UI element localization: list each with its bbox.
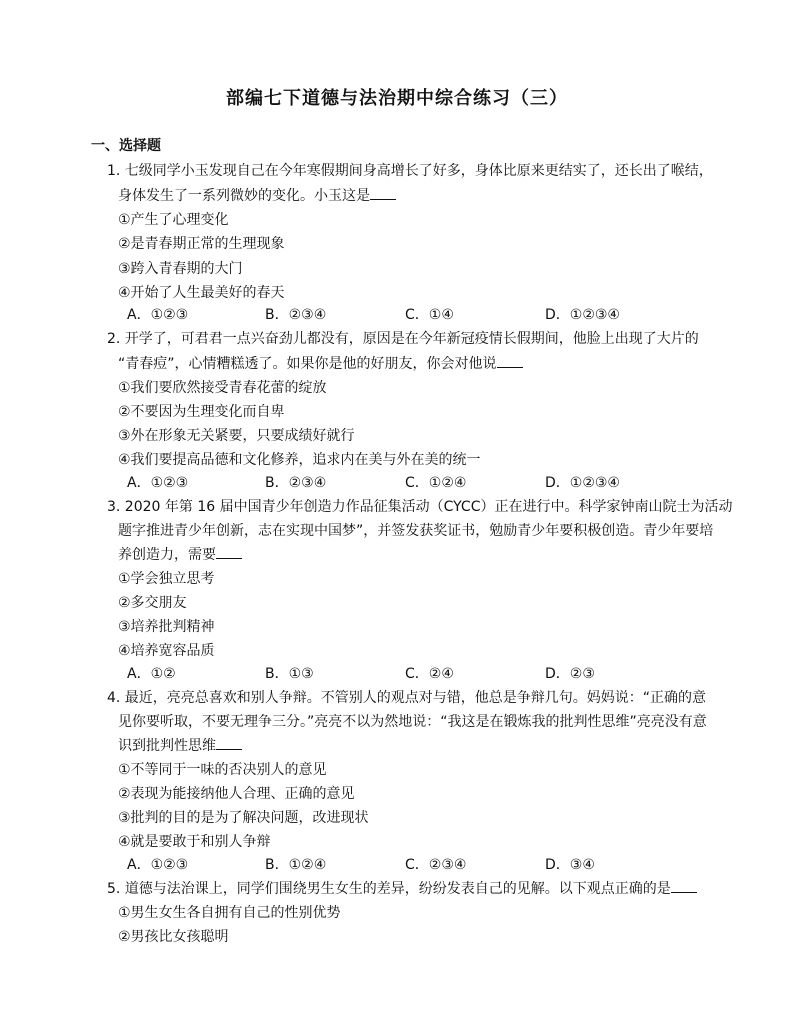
section-heading: 一、选择题 (91, 138, 161, 154)
option-c: C．②③④ (405, 857, 467, 873)
statement: ①我们要欣然接受青春花蕾的绽放 (118, 380, 327, 396)
question-4-line-2: 见你要听取，不要无理争三分。”亮亮不以为然地说：“我这是在锻炼我的批判性思维”亮亮没有意 (118, 714, 707, 730)
statement: ④开始了人生最美好的春天 (118, 285, 285, 301)
option-a: A．①②③ (127, 475, 189, 491)
option-b: B．①③ (265, 666, 314, 682)
option-c: C．②④ (405, 666, 454, 682)
question-2-line-1: 2. 开学了，可君君一点兴奋劲儿都没有，原因是在今年新冠疫情长假期间，他脸上出现了大片的 (107, 331, 699, 347)
answer-blank (671, 880, 697, 893)
option-b: B．②③④ (265, 475, 327, 491)
option-a: A．①②③ (127, 307, 189, 323)
statement: ①产生了心理变化 (118, 212, 229, 228)
statement: ②是青春期正常的生理现象 (118, 236, 285, 252)
statement: ①学会独立思考 (118, 571, 215, 587)
statement: ②表现为能接纳他人合理、正确的意见 (118, 786, 355, 802)
question-3-line-2: 题字推进青少年创新，志在实现中国梦”，并签发获奖证书，勉励青少年要积极创造。青少年要培 (118, 523, 714, 539)
statement: ③培养批判精神 (118, 619, 215, 635)
question-1-line-1: 1. 七级同学小玉发现自己在今年寒假期间身高增长了好多，身体比原来更结实了，还长出了喉结， (107, 163, 713, 179)
statement: ①男生女生各自拥有自己的性别优势 (118, 905, 341, 921)
page-title: 部编七下道德与法治期中综合练习（三） (226, 88, 568, 109)
option-d: D．③④ (545, 857, 595, 873)
statement: ②多交朋友 (118, 595, 187, 611)
statement: ③跨入青春期的大门 (118, 261, 243, 277)
answer-blank (216, 546, 242, 559)
answer-blank (216, 737, 242, 750)
question-2-line-2: “青春痘”，心情糟糕透了。如果你是他的好朋友，你会对他说 (118, 355, 523, 373)
statement: ④培养宽容品质 (118, 643, 215, 659)
option-d: D．①②③④ (545, 307, 620, 323)
statement: ④就是要敢于和别人争辩 (118, 834, 271, 850)
statement: ①不等同于一味的否决别人的意见 (118, 762, 327, 778)
option-a: A．①②③ (127, 857, 189, 873)
answer-blank (370, 187, 396, 200)
option-d: D．①②③④ (545, 475, 620, 491)
answer-blank (497, 355, 523, 368)
option-a: A．①② (127, 666, 176, 682)
option-b: B．①②④ (265, 857, 327, 873)
option-c: C．①④ (405, 307, 454, 323)
statement: ②不要因为生理变化而自卑 (118, 404, 285, 420)
statement: ③批判的目的是为了解决问题，改进现状 (118, 810, 369, 826)
statement: ④我们要提高品德和文化修养，追求内在美与外在美的统一 (118, 452, 481, 468)
statement: ③外在形象无关紧要，只要成绩好就行 (118, 428, 355, 444)
question-3-line-1: 3. 2020 年第 16 届中国青少年创造力作品征集活动（CYCC）正在进行中。科学家钟南山院士为活动 (107, 499, 733, 515)
option-b: B．②③④ (265, 307, 327, 323)
option-c: C．①②④ (405, 475, 467, 491)
question-5-line-1: 5. 道德与法治课上，同学们围绕男生女生的差异，纷纷发表自己的见解。以下观点正确的是 (107, 880, 697, 898)
question-4-line-1: 4. 最近，亮亮总喜欢和别人争辩。不管别人的观点对与错，他总是争辩几句。妈妈说：“正确的意 (107, 690, 707, 706)
question-4-line-3: 识到批判性思维 (118, 737, 242, 755)
statement: ②男孩比女孩聪明 (118, 929, 229, 945)
option-d: D．②③ (545, 666, 595, 682)
question-1-line-2: 身体发生了一系列微妙的变化。小玉这是 (118, 187, 396, 205)
question-3-line-3: 养创造力，需要 (118, 546, 242, 564)
